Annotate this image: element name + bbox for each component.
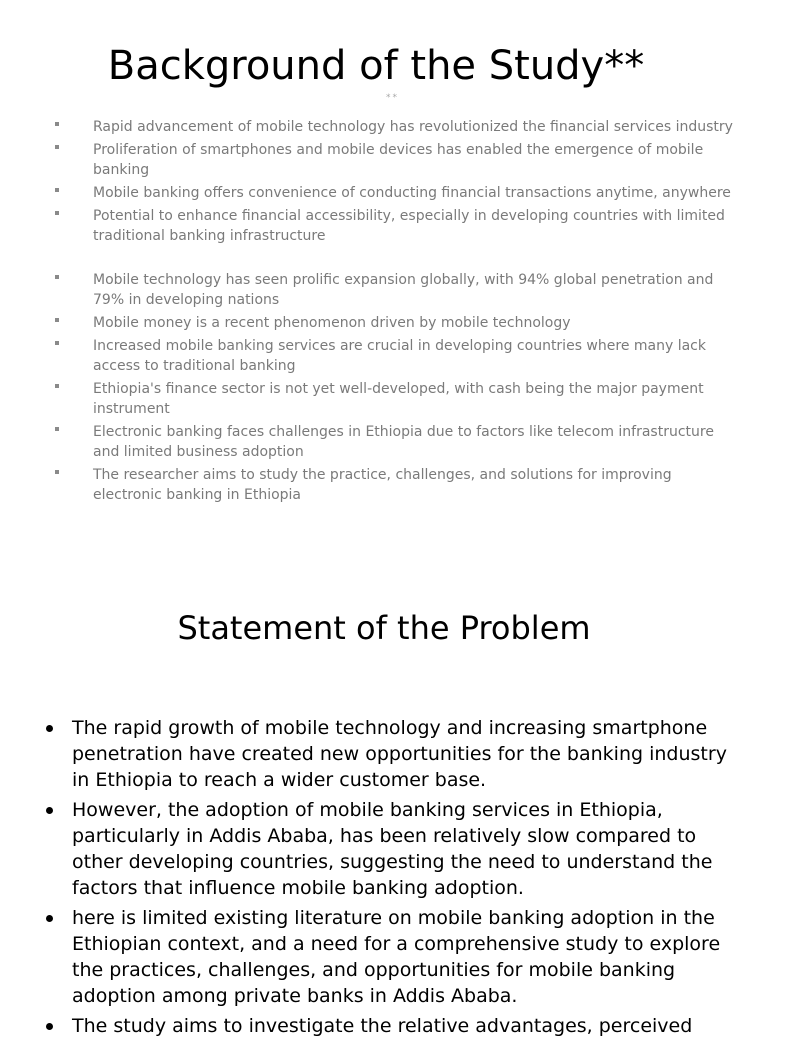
square-bullet-icon <box>55 384 59 388</box>
square-bullet-icon <box>55 188 59 192</box>
list-item <box>52 336 742 376</box>
list-item-text: Potential to enhance financial accessibility, especially in developing countries with limited traditional banking infrastructure <box>93 208 725 244</box>
square-bullet-icon <box>55 427 59 431</box>
list-item-text: Proliferation of smartphones and mobile devices has enabled the emergence of mobile banking <box>93 142 704 178</box>
list-item-text: However, the adoption of mobile banking services in Ethiopia, particularly in Addis Ababa, has been relatively slow compared to other developing countries, suggesting the need to understand the factors that influence mobile banking adoption. <box>72 799 713 899</box>
round-bullet-icon <box>46 807 53 814</box>
square-bullet-icon <box>55 275 59 279</box>
list-item <box>40 715 730 793</box>
list-item-text: Mobile technology has seen prolific expansion globally, with 94% global penetration and 79% in developing nations <box>93 272 714 308</box>
list-item-text: Electronic banking faces challenges in Ethiopia due to factors like telecom infrastructure and limited business adoption <box>93 424 714 460</box>
list-item-text: Increased mobile banking services are crucial in developing countries where many lack access to traditional banking <box>93 338 706 374</box>
list-item <box>52 117 742 137</box>
list-item-text: Mobile banking offers convenience of conducting financial transactions anytime, anywhere <box>93 185 731 201</box>
list-item-text: Ethiopia's finance sector is not yet well-developed, with cash being the major payment instrument <box>93 381 704 417</box>
list-item <box>40 797 730 901</box>
square-bullet-icon <box>55 122 59 126</box>
list-item <box>40 1013 730 1039</box>
round-bullet-icon <box>46 725 53 732</box>
section-subnote: ** <box>386 93 399 103</box>
list-item-text: Rapid advancement of mobile technology has revolutionized the financial services industry <box>93 119 733 135</box>
list-item <box>52 422 742 462</box>
list-item <box>52 183 742 203</box>
background-bullet-list <box>52 117 742 508</box>
square-bullet-icon <box>55 318 59 322</box>
list-item-text: here is limited existing literature on mobile banking adoption in the Ethiopian context, and a need for a comprehensive study to explore the practices, challenges, and opportunities for mobile banking adoption among private banks in Addis Ababa. <box>72 907 721 1007</box>
list-item <box>52 206 742 246</box>
list-item <box>40 905 730 1009</box>
list-item-text: The study aims to investigate the relative advantages, perceived <box>72 1015 693 1037</box>
list-item-text: The researcher aims to study the practice, challenges, and solutions for improving electronic banking in Ethiopia <box>93 467 672 503</box>
square-bullet-icon <box>55 145 59 149</box>
list-item <box>52 270 742 310</box>
list-item <box>52 140 742 180</box>
round-bullet-icon <box>46 1023 53 1030</box>
round-bullet-icon <box>46 915 53 922</box>
list-item <box>52 465 742 505</box>
list-item-text: The rapid growth of mobile technology and increasing smartphone penetration have created new opportunities for the banking industry in Ethiopia to reach a wider customer base. <box>72 717 727 791</box>
square-bullet-icon <box>55 341 59 345</box>
list-item-text: Mobile money is a recent phenomenon driven by mobile technology <box>93 315 571 331</box>
list-item <box>52 313 742 333</box>
square-bullet-icon <box>55 211 59 215</box>
section-title-problem: Statement of the Problem <box>177 609 591 647</box>
square-bullet-icon <box>55 470 59 474</box>
section-title-background: Background of the Study** <box>107 43 645 89</box>
list-item <box>52 379 742 419</box>
problem-bullet-list <box>40 715 730 1043</box>
